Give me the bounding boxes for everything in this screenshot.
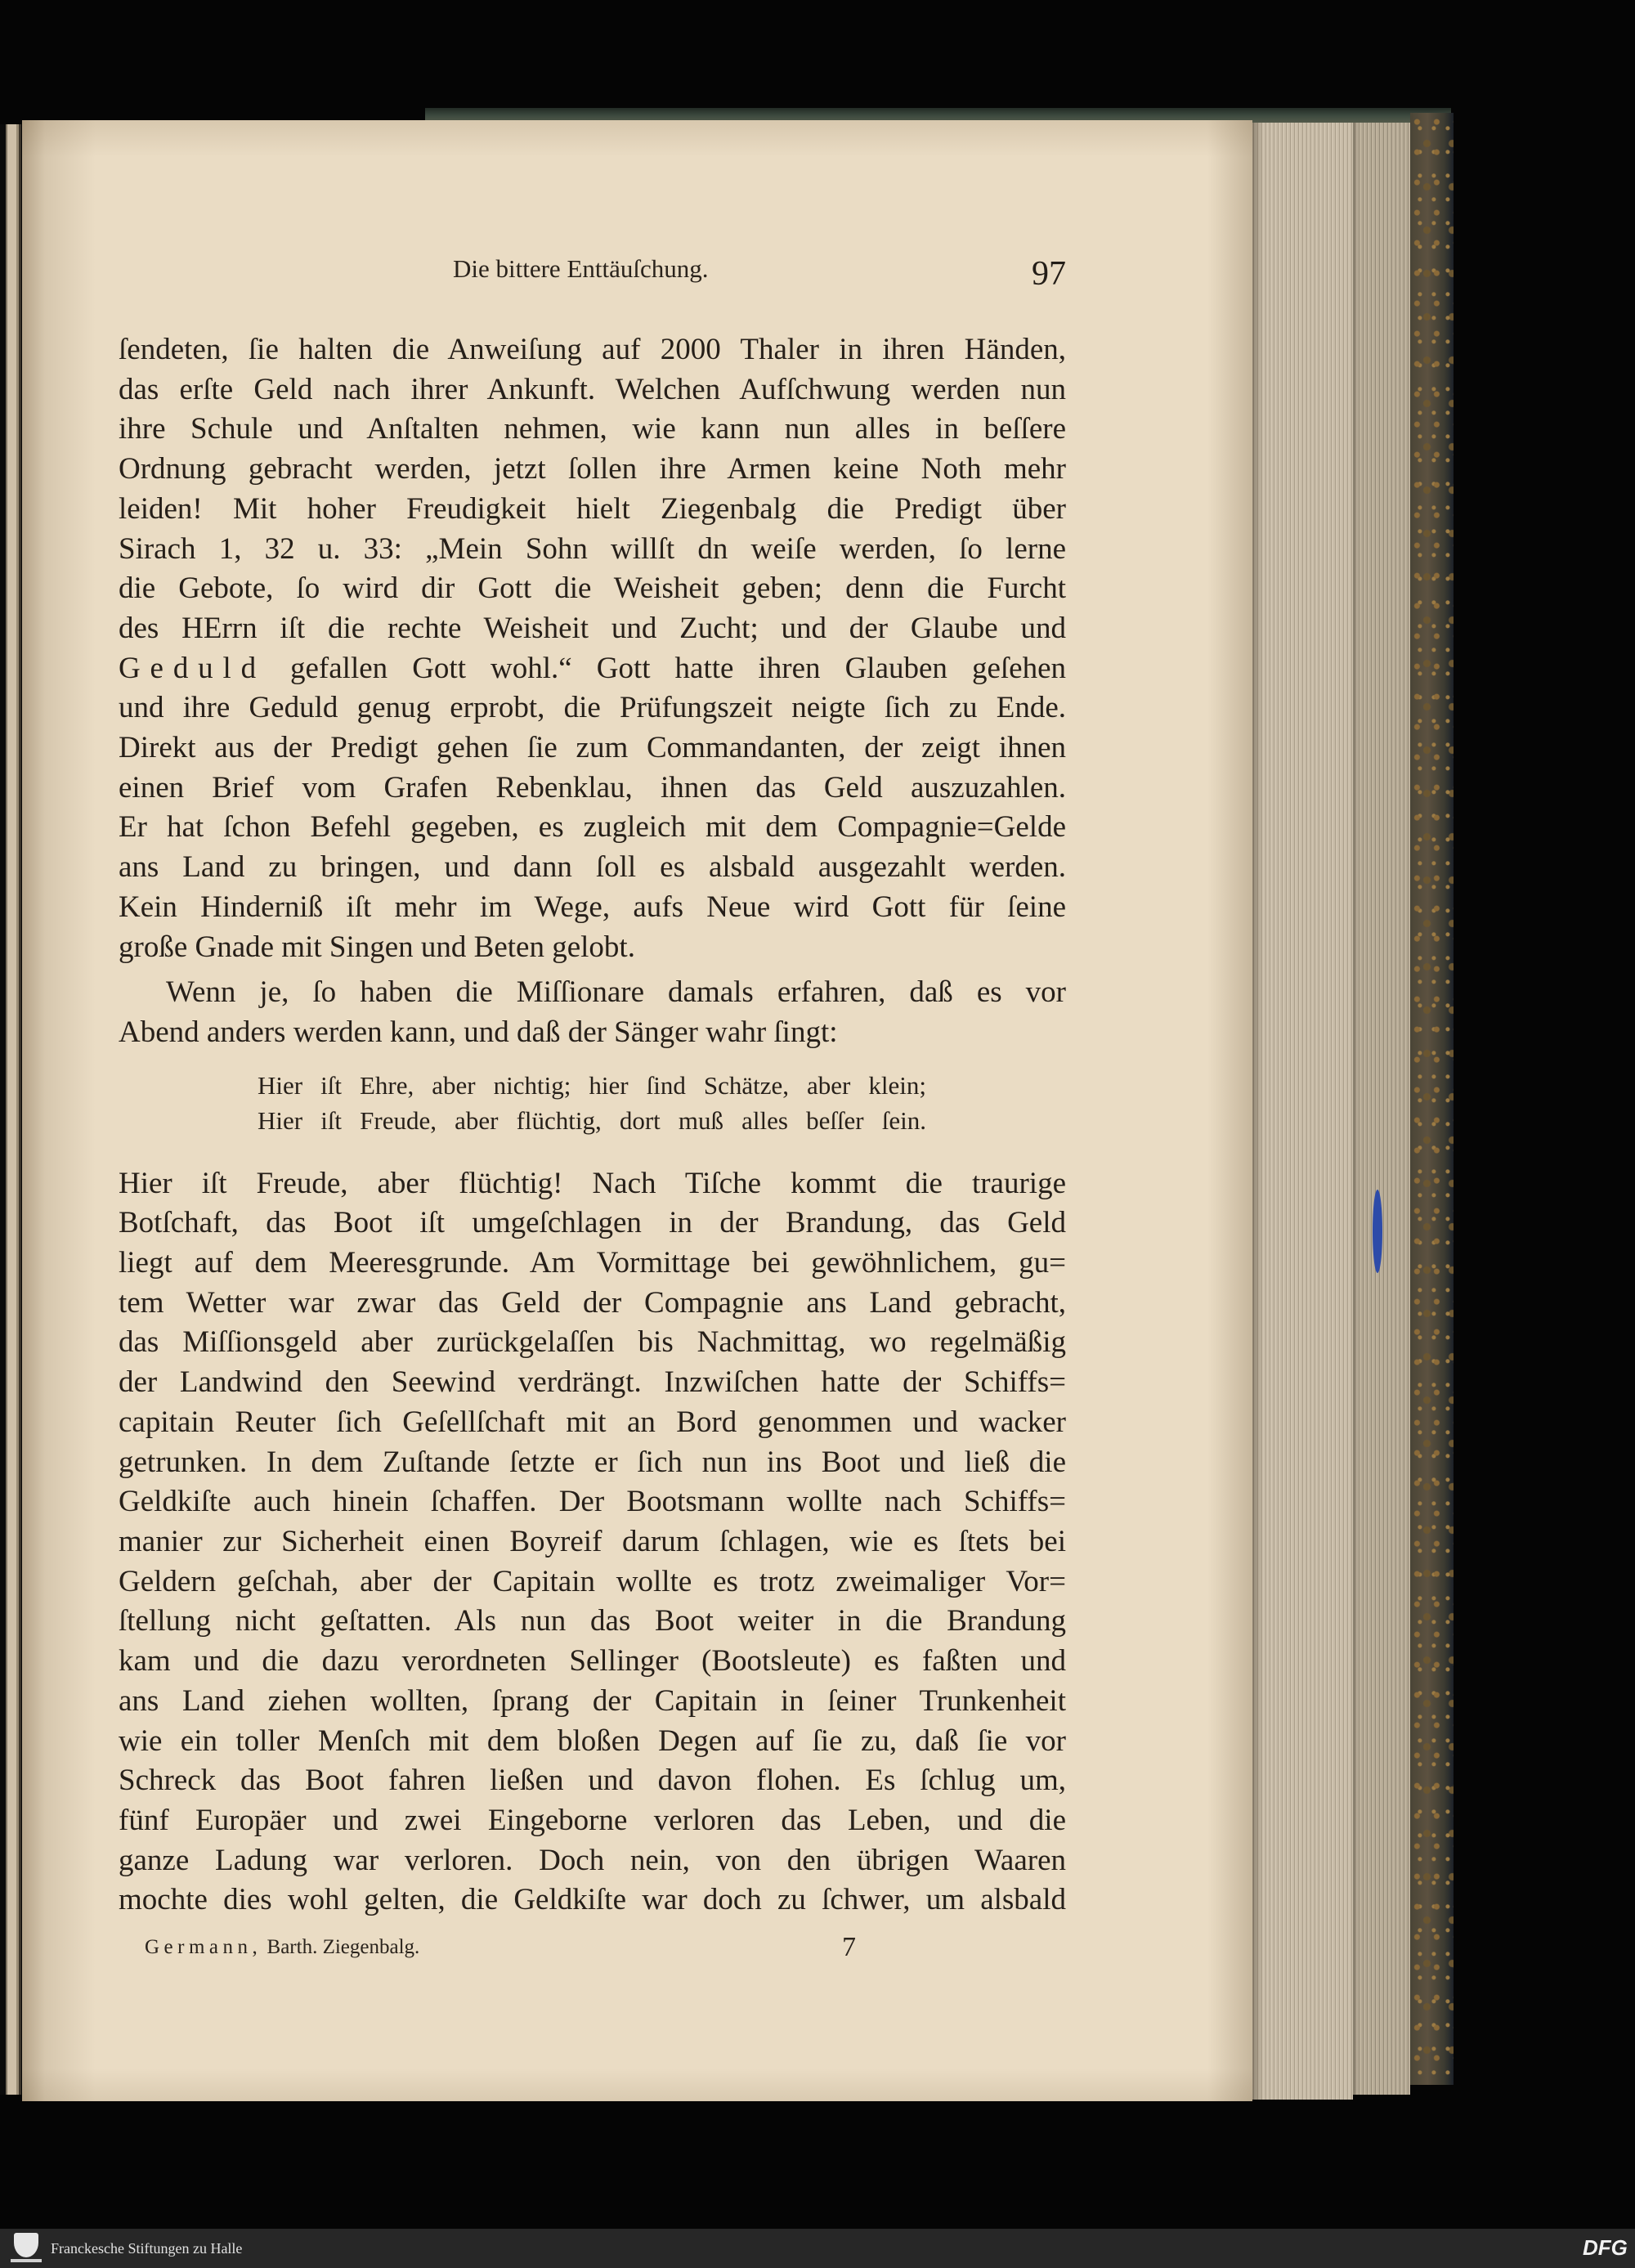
page-block-edges-outer bbox=[1353, 123, 1410, 2095]
text-line: Wenn je, ſo haben die Miſſionare damals erfahren, daß es vor bbox=[166, 975, 1066, 1010]
text-line: leiden! Mit hoher Freudigkeit hielt Ziegenbalg die Predigt über bbox=[119, 491, 1066, 526]
text-line: Er hat ſchon Befehl gegeben, es zugleich mit dem Compagnie=Gelde bbox=[119, 810, 1066, 845]
text-line: ihre Schule und Anſtalten nehmen, wie kann nun alles in beſſere bbox=[119, 412, 1066, 446]
text-line: mochte dies wohl gelten, die Geldkiſte war doch zu ſchwer, um alsbald bbox=[119, 1883, 1066, 1917]
text-line: das Miſſionsgeld aber zurückgelaſſen bis Nachmittag, wo regelmäßig bbox=[119, 1325, 1066, 1360]
text-line: ſtellung nicht geſtatten. Als nun das Boot weiter in die Brandung bbox=[119, 1604, 1066, 1638]
text-line: einen Brief vom Grafen Rebenklau, ihnen das Geld auszuzahlen. bbox=[119, 770, 1066, 805]
text-line: Direkt aus der Predigt gehen ſie zum Commandanten, der zeigt ihnen bbox=[119, 731, 1066, 765]
text-line: Hier iſt Freude, aber flüchtig, dort muß alles beſſer ſein. bbox=[258, 1105, 926, 1135]
text-line: getrunken. In dem Zuſtande ſetzte er ſich nun ins Boot und ließ die bbox=[119, 1445, 1066, 1479]
running-title: Die bittere Enttäuſchung. bbox=[453, 254, 709, 283]
text-line: manier zur Sicherheit einen Boyreif darum ſchlagen, wie es ſtets bei bbox=[119, 1524, 1066, 1558]
printer-signature-mark: 7 bbox=[842, 1932, 856, 1962]
text-line: Botſchaft, das Boot iſt umgeſchlagen in der Brandung, das Geld bbox=[119, 1206, 1066, 1240]
marbled-book-cover bbox=[1410, 113, 1454, 2085]
text-line: Abend anders werden kann, und daß der Sänger wahr ſingt: bbox=[119, 1015, 838, 1049]
page-block-edges bbox=[1252, 123, 1353, 2100]
text-line: Sirach 1, 32 u. 33: „Mein Sohn willſt dn weiſe werden, ſo lerne bbox=[119, 531, 1066, 566]
footer-author-surname: Germann, bbox=[145, 1936, 262, 1958]
paragraph bbox=[119, 330, 1066, 967]
text-segment: gefallen Gott wohl.“ Gott hatte ihren Glauben geſehen bbox=[265, 651, 1066, 685]
text-line: tem Wetter war zwar das Geld der Compagnie ans Land gebracht, bbox=[119, 1285, 1066, 1320]
text-line: Hier iſt Freude, aber flüchtig! Nach Tiſche kommt die traurige bbox=[119, 1166, 1066, 1200]
text-line bbox=[119, 649, 1066, 689]
text-line: ſendeten, ſie halten die Anweiſung auf 2000 Thaler in ihren Händen, bbox=[119, 333, 1066, 366]
text-line: die Gebote, ſo wird dir Gott die Weisheit geben; denn die Furcht bbox=[119, 571, 1066, 606]
text-line: ans Land ziehen wollten, ſprang der Capitain in ſeiner Trunkenheit bbox=[119, 1683, 1066, 1718]
text-line: und ihre Geduld genug erprobt, die Prüfungszeit neigte ſich zu Ende. bbox=[119, 691, 1066, 725]
text-line: ganze Ladung war verloren. Doch nein, von den übrigen Waaren bbox=[119, 1843, 1066, 1877]
archive-bar bbox=[0, 2229, 1635, 2268]
text-line: capitain Reuter ſich Geſellſchaft mit an Bord genommen und wacker bbox=[119, 1405, 1066, 1439]
paragraph bbox=[119, 1164, 1066, 1921]
text-line: ans Land zu bringen, und dann ſoll es alsbald ausgezahlt werden. bbox=[119, 850, 1066, 885]
footer-author-rest: Barth. Ziegenbalg. bbox=[267, 1936, 420, 1958]
text-line: Geldkiſte auch hinein ſchaffen. Der Bootsmann wollte nach Schiffs= bbox=[119, 1485, 1066, 1519]
spaced-emphasis: Geduld bbox=[119, 651, 266, 685]
institution-name: Franckesche Stiftungen zu Halle bbox=[51, 2240, 243, 2257]
text-line: Geldern geſchah, aber der Capitain wollte es trotz zweimaliger Vor= bbox=[119, 1564, 1066, 1598]
page-number: 97 bbox=[1032, 255, 1066, 293]
text-line: kam und die dazu verordneten Sellinger (Bootsleute) es faßten und bbox=[119, 1644, 1066, 1679]
blue-edge-mark bbox=[1373, 1190, 1382, 1273]
footer-author bbox=[145, 1935, 419, 1960]
body-text bbox=[119, 330, 1066, 1921]
paragraph bbox=[119, 973, 1066, 1052]
text-line: große Gnade mit Singen und Beten gelobt. bbox=[119, 930, 635, 964]
previous-page-edge bbox=[0, 124, 21, 2095]
text-line: der Landwind den Seewind verdrängt. Inzwiſchen hatte der Schiffs= bbox=[119, 1365, 1066, 1400]
text-line: Hier iſt Ehre, aber nichtig; hier ſind Schätze, aber klein; bbox=[258, 1070, 926, 1100]
funder-logo: DFG bbox=[1583, 2235, 1628, 2260]
text-line: fünf Europäer und zwei Eingeborne verloren das Leben, und die bbox=[119, 1803, 1066, 1837]
verse-quote bbox=[258, 1068, 926, 1138]
text-line: Ordnung gebracht werden, jetzt ſollen ihre Armen keine Noth mehr bbox=[119, 452, 1066, 486]
text-line: des HErrn iſt die rechte Weisheit und Zucht; und der Glaube und bbox=[119, 611, 1066, 645]
crest-base bbox=[11, 2259, 42, 2262]
text-line: Kein Hinderniß iſt mehr im Wege, aufs Neue wird Gott für ſeine bbox=[119, 890, 1066, 924]
text-line: das erſte Geld nach ihrer Ankunft. Welchen Aufſchwung werden nun bbox=[119, 372, 1066, 406]
text-line: liegt auf dem Meeresgrunde. Am Vormittage bei gewöhnlichem, gu= bbox=[119, 1246, 1066, 1280]
text-line: Schreck das Boot fahren ließen und davon flohen. Es ſchlug um, bbox=[119, 1764, 1066, 1798]
text-line: wie ein toller Menſch mit dem bloßen Degen auf ſie zu, daß ſie vor bbox=[119, 1723, 1066, 1758]
